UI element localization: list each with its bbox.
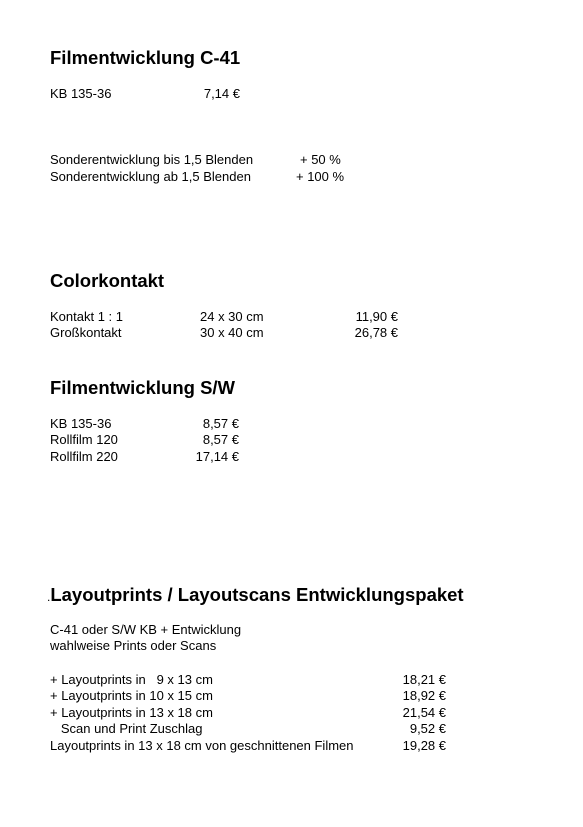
sw-row-label: KB 135-36	[50, 416, 112, 431]
layout-row-4	[50, 721, 446, 737]
layout-row-2	[50, 688, 446, 704]
sw-row-1	[50, 416, 239, 432]
sw-row-3	[50, 449, 239, 465]
colorkontakt-row-label: Kontakt 1 : 1	[50, 309, 123, 324]
layout-intro-1: C-41 oder S/W KB + Entwicklung	[50, 622, 242, 637]
layout-row-price: 19,28 €	[402, 738, 446, 753]
sw-row-label: Rollfilm 120	[50, 432, 118, 447]
layout-intro-2: wahlweise Prints oder Scans	[50, 638, 217, 653]
layout-row-price: 9,52 €	[409, 721, 446, 736]
layout-row-5	[50, 738, 446, 754]
c41-special2-row	[50, 169, 345, 185]
layout-row-3	[50, 705, 446, 721]
sw-row-price: 17,14 €	[195, 449, 239, 464]
sw-row-price: 8,57 €	[202, 416, 239, 431]
c41-kb-row	[50, 86, 240, 102]
sw-row-price: 8,57 €	[202, 432, 239, 447]
c41-kb-label: KB 135-36	[50, 86, 112, 101]
colorkontakt-row-2	[50, 325, 398, 341]
layout-heading-text: Layoutprints / Layoutscans Entwicklungspaket	[50, 584, 464, 605]
c41-special1-label: Sonderentwicklung bis 1,5 Blenden	[50, 152, 254, 167]
colorkontakt-row-price: 11,90 €	[355, 309, 398, 324]
c41-special2-value: + 100 %	[296, 169, 345, 184]
c41-special1-value: + 50 %	[300, 152, 341, 167]
layout-heading-prefix: .	[47, 590, 51, 604]
layout-row-label: Layoutprints in 13 x 18 cm von geschnittenen Filmen	[50, 738, 354, 753]
layout-heading	[47, 584, 464, 608]
layout-row-price: 18,92 €	[402, 688, 446, 703]
c41-special2-label: Sonderentwicklung ab 1,5 Blenden	[50, 169, 251, 184]
colorkontakt-heading: Colorkontakt	[50, 270, 165, 291]
layout-row-label: Scan und Print Zuschlag	[50, 721, 203, 736]
colorkontakt-row-price: 26,78 €	[354, 325, 398, 340]
c41-special1-row	[50, 152, 341, 168]
sw-row-2	[50, 432, 239, 448]
colorkontakt-row-1	[50, 309, 398, 325]
layout-row-1	[50, 672, 446, 688]
sw-row-label: Rollfilm 220	[50, 449, 118, 464]
layout-row-price: 18,21 €	[402, 672, 446, 687]
c41-kb-price: 7,14 €	[203, 86, 240, 101]
colorkontakt-row-label: Großkontakt	[50, 325, 122, 340]
layout-row-label: + Layoutprints in 13 x 18 cm	[50, 705, 213, 720]
colorkontakt-row-size: 24 x 30 cm	[200, 309, 264, 324]
sw-heading: Filmentwicklung S/W	[50, 377, 236, 398]
layout-row-price: 21,54 €	[402, 705, 446, 720]
layout-row-label: + Layoutprints in 9 x 13 cm	[50, 672, 213, 687]
c41-heading: Filmentwicklung C-41	[50, 47, 241, 68]
colorkontakt-row-size: 30 x 40 cm	[200, 325, 264, 340]
layout-row-label: + Layoutprints in 10 x 15 cm	[50, 688, 213, 703]
